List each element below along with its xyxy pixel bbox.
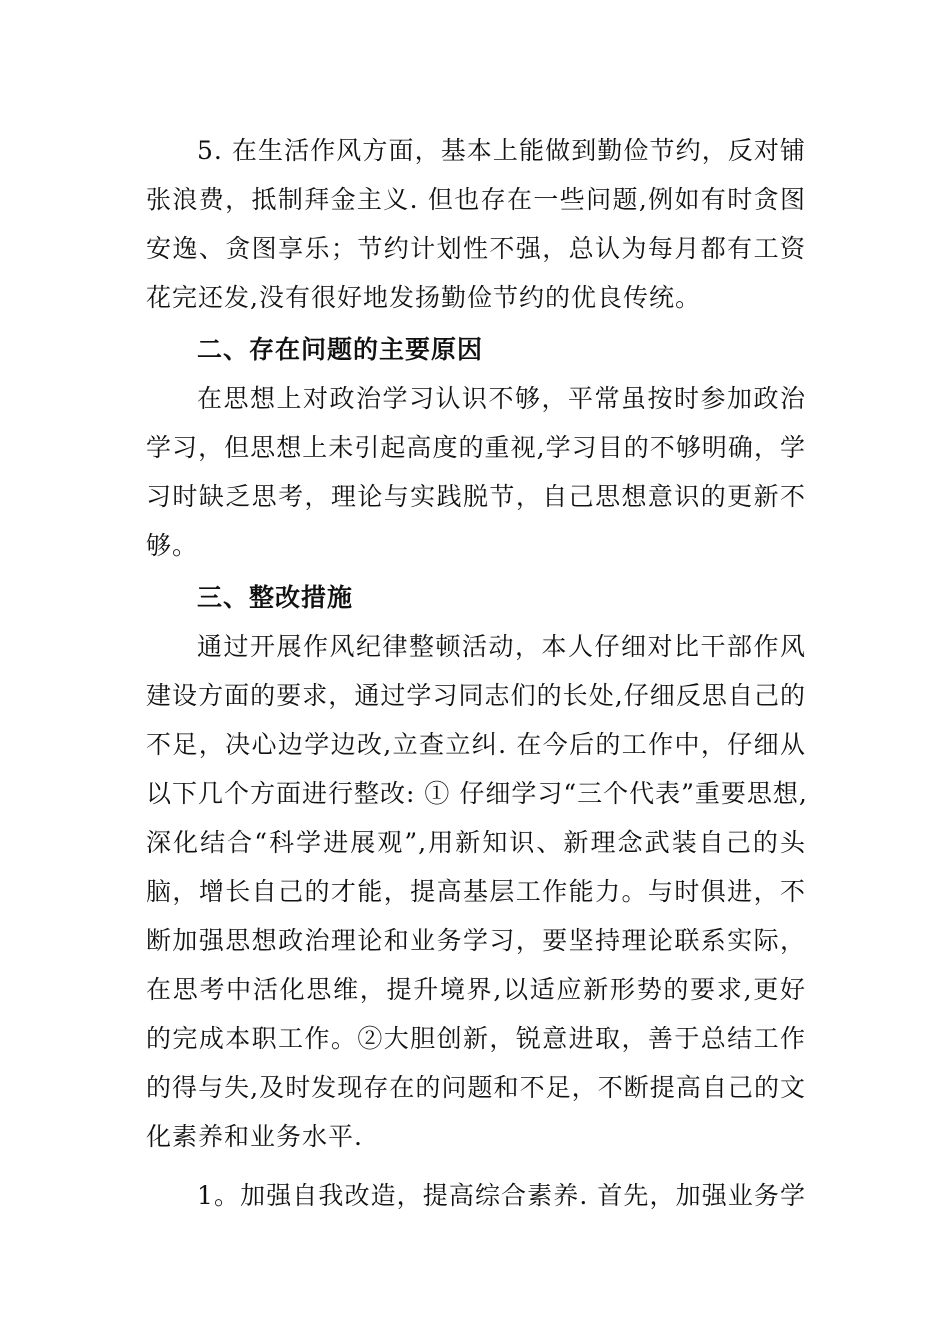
para2-line-3: 习时缺乏思考，理论与实践脱节，自己思想意识的更新不 [146, 482, 806, 511]
section-heading-causes: 二、存在问题的主要原因 [197, 335, 484, 364]
para3-line-7: 断加强思想政治理论和业务学习，要坚持理论联系实际， [146, 926, 806, 955]
para1-line-3: 安逸、贪图享乐；节约计划性不强，总认为每月都有工资 [146, 234, 806, 263]
para3-line-3: 不足，决心边学边改,立查立纠. 在今后的工作中，仔细从 [146, 730, 806, 759]
para3-line-6: 脑，增长自己的才能，提高基层工作能力。与时俱进，不 [146, 877, 806, 906]
para3-line-2: 建设方面的要求，通过学习同志们的长处,仔细反思自己的 [146, 681, 806, 710]
para3-line-9: 的完成本职工作。②大胆创新，锐意进取，善于总结工作 [146, 1024, 806, 1053]
para3-line-4: 以下几个方面进行整改: ① 仔细学习“三个代表”重要思想, [146, 779, 808, 808]
para3-line-1: 通过开展作风纪律整顿活动，本人仔细对比干部作风 [197, 632, 806, 661]
para3-line-11: 化素养和业务水平. [146, 1122, 363, 1151]
para2-line-4: 够。 [146, 531, 199, 560]
para2-line-2: 学习，但思想上未引起高度的重视,学习目的不够明确，学 [146, 433, 806, 462]
para1-line-1: 5. 在生活作风方面，基本上能做到勤俭节约，反对铺 [197, 136, 806, 165]
para3-line-8: 在思考中活化思维，提升境界,以适应新形势的要求,更好 [146, 975, 806, 1004]
para3-line-10: 的得与失,及时发现存在的问题和不足，不断提高自己的文 [146, 1073, 806, 1102]
para3-line-5: 深化结合“科学进展观”,用新知识、新理念武装自己的头 [146, 828, 806, 857]
section-heading-measures: 三、整改措施 [197, 583, 354, 612]
para4-line-1: 1。加强自我改造，提高综合素养. 首先，加强业务学 [197, 1181, 806, 1210]
para1-line-4: 花完还发,没有很好地发扬勤俭节约的优良传统。 [146, 283, 701, 312]
para1-line-2: 张浪费，抵制拜金主义. 但也存在一些问题,例如有时贪图 [146, 185, 806, 214]
para2-line-1: 在思想上对政治学习认识不够，平常虽按时参加政治 [197, 384, 806, 413]
